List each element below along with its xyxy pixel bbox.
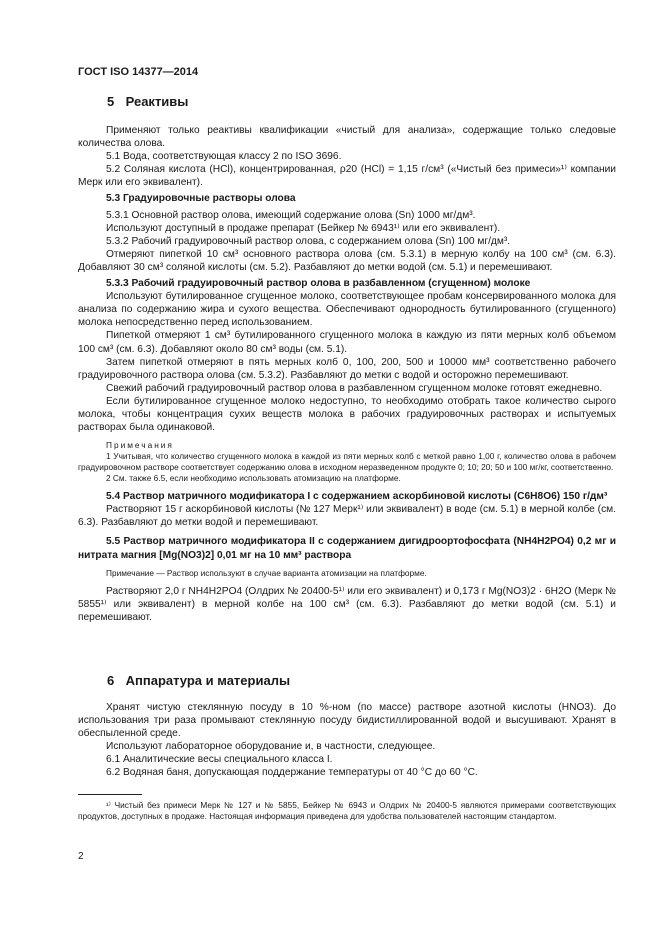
clause-5-3-2: 5.3.2 Рабочий градуировочный раствор олова, с содержанием олова (Sn) 100 мг/дм³. <box>106 235 511 247</box>
paragraph: Используют лабораторное оборудование и, в частности, следующее. <box>106 741 436 753</box>
clause-6-2: 6.2 Водяная баня, допускающая поддержание температуры от 40 °C до 60 °C. <box>106 767 478 779</box>
note: Примечание — Раствор используют в случае варианта атомизации на платформе. <box>106 567 427 578</box>
page-number: 2 <box>78 851 84 862</box>
section-number: 5 <box>107 94 115 109</box>
clause-6-1: 6.1 Аналитические весы специального класса I. <box>106 754 333 766</box>
footnote <box>78 800 616 822</box>
section-5-body <box>78 124 616 624</box>
footnote-text: ¹⁾ Чистый без примеси Мерк № 127 и № 5855, Бейкер № 6943 и Олдрих № 20400-5 являются примерами соответствующих продуктов, доступных в продаже. Настоящая информация приведена для удобства пользователей настоящим стандартом. <box>78 800 616 821</box>
paragraph: Используют бутилированное сгущенное молоко, соответствующее пробам консервированного молока для анализа по содержанию жира и сухого вещества. Обеспечивают однородность бутилированного (сгущенного) молока непосредственно перед использованием. <box>78 291 616 329</box>
paragraph: Если бутилированное сгущенное молоко недоступно, то необходимо отобрать такое количество сырого молока, чтобы концентрация сухих веществ молока в рабочих градуировочных растворах и испытуемых растворах была одинаковой. <box>78 395 616 434</box>
paragraph: Растворяют 15 г аскорбиновой кислоты (№ 127 Мерк¹⁾ или эквивалент) в воде (см. 5.1) в мерной колбе (см. 6.3). Разбавляют до метки водой и перемешивают. <box>78 504 616 529</box>
clause-5-3-1: 5.3.1 Основной раствор олова, имеющий содержание олова (Sn) 1000 мг/дм³. <box>106 209 476 221</box>
section-6-heading <box>107 674 290 687</box>
section-title: Аппаратура и материалы <box>125 673 291 688</box>
clause-5-4-heading: 5.4 Раствор матричного модификатора I с содержанием аскорбиновой кислоты (C6H8O6) 150 г/дм³ <box>106 491 608 503</box>
section-5-heading <box>107 95 188 108</box>
paragraph: Свежий рабочий градуировочный раствор олова в разбавленном сгущенном молоке готовят ежедневно. <box>106 382 603 394</box>
note-2: 2 См. также 6.5, если необходимо использовать атомизацию на платформе. <box>106 473 401 484</box>
section-title: Реактивы <box>125 94 189 109</box>
paragraph: Растворяют 2,0 г NH4H2PO4 (Олдрих № 20400-5¹⁾ или его эквивалент) и 0,173 г Mg(NO3)2 · 6H2O (Мерк № 5855¹⁾ или эквивалент) в мерной колбе на 100 см³ (см. 6.3). Разбавляют до метки водой (см. 5.1) и перемешивают. <box>78 585 616 623</box>
section-6-body <box>78 701 616 780</box>
document-header: ГОСТ ISO 14377—2014 <box>78 66 199 78</box>
paragraph: Отмеряют пипеткой 10 см³ основного раствора олова (см. 5.3.1) в мерную колбу на 100 см³ (см. 6.3). Добавляют 30 см³ соляной кислоты (см. 5.2). Разбавляют до метки водой (см. 5.1) и перемешивают. <box>78 248 616 273</box>
clause-5-3-heading: 5.3 Градуировочные растворы олова <box>106 193 296 205</box>
paragraph: Пипеткой отмеряют 1 см³ бутилированного сгущенного молока в каждую из пяти мерных колб объемом 100 см³ (см. 6.3). Добавляют около 80 см³ воды (см. 5.1). <box>78 330 616 355</box>
clause-5-3-3-heading: 5.3.3 Рабочий градуировочный раствор олова в разбавленном (сгущенном) молоке <box>106 278 531 290</box>
clause-5-1: 5.1 Вода, соответствующая классу 2 по ISO 3696. <box>106 151 342 163</box>
footnote-divider <box>78 794 142 795</box>
paragraph: Применяют только реактивы квалификации «чистый для анализа», содержащие только следовые количества олова. <box>78 125 616 150</box>
clause-5-5-heading: 5.5 Раствор матричного модификатора II с содержанием дигидроортофосфата (NH4H2PO4) 0,2 мг и нитрата магния [Mg(NO3)2] 0,01 мг на 10 мм³ раствора <box>78 536 616 561</box>
notes-label: Примечания <box>106 440 174 451</box>
paragraph: Затем пипеткой отмеряют в пять мерных колб 0, 100, 200, 500 и 10000 мм³ соответственно рабочего градуировочного раствора олова (см. 5.3.2). Разбавляют до метки с водой и осторожно перемешивают. <box>78 356 616 381</box>
note-1: 1 Учитывая, что количество сгущенного молока в каждой из пяти мерных колб с меткой равно 1,00 г, количество олова в рабочем градуировочном растворе соответствует содержанию олова в исходном неразведенном продукте 0; 10; 20; 50 и 100 мг/кг, соответственно. <box>78 451 616 473</box>
paragraph: Хранят чистую стеклянную посуду в 10 %-ном (по массе) растворе азотной кислоты (HNO3). До использования три раза промывают стеклянную посуду бидистиллированной водой и высушивают. Хранят в обеспыленной среде. <box>78 702 616 740</box>
clause-5-2: 5.2 Соляная кислота (HCl), концентрированная, ρ20 (HCl) = 1,15 г/см³ («Чистый без примеси»¹⁾ компании Мерк или его эквивалент). <box>78 164 616 189</box>
section-number: 6 <box>107 673 115 688</box>
paragraph: Используют доступный в продаже препарат (Бейкер № 6943¹⁾ или его эквивалент). <box>106 222 501 234</box>
